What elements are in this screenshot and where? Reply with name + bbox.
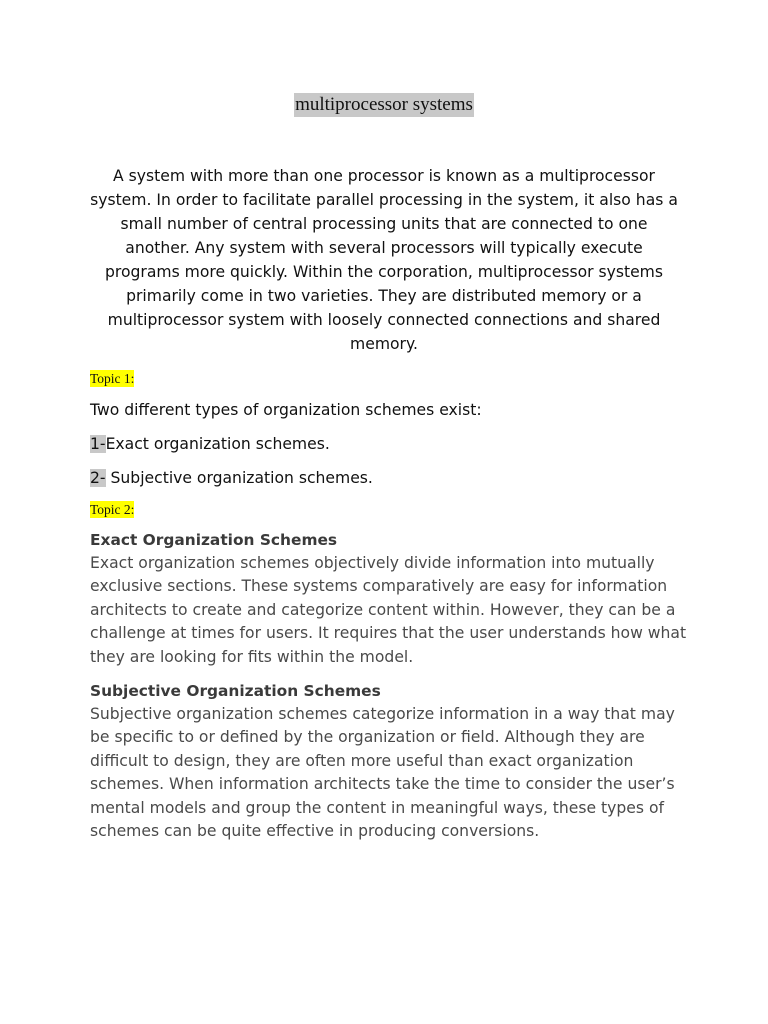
section-heading-exact: Exact Organization Schemes xyxy=(90,531,338,549)
list-item xyxy=(90,467,373,489)
list-item-number: 2- xyxy=(90,469,106,487)
section-heading-subjective: Subjective Organization Schemes xyxy=(90,682,381,700)
section-body-subjective: Subjective organization schemes categorize information in a way that may be specific to or defined by the organization or field. Although they are difficult to design, they are often more useful than exact organization schemes. When information architects take the time to consider the user’s mental models and group the content in meaningful ways, these types of schemes can be quite effective in producing conversions. xyxy=(90,705,675,841)
title-container xyxy=(0,93,768,117)
section-body-exact: Exact organization schemes objectively divide information into mutually exclusive sections. These systems comparatively are easy for information architects to create and categorize content within. However, they can be a challenge at times for users. It requires that the user understands how what they are looking for fits within the model. xyxy=(90,554,687,666)
topic-1-lead: Two different types of organization schemes exist: xyxy=(90,401,482,419)
list-item-number: 1- xyxy=(90,435,106,453)
page-title: multiprocessor systems xyxy=(295,94,473,115)
list-item-text: Subjective organization schemes. xyxy=(105,469,373,487)
topic-2-label: Topic 2: xyxy=(90,502,135,517)
list-item xyxy=(90,433,330,455)
intro-paragraph: A system with more than one processor is known as a multiprocessor system. In order to facilitate parallel processing in the system, it also has a small number of central processing units that are connected to one another. Any system with several processors will typically execute programs more quickly. Within the corporation, multiprocessor systems primarily come in two varieties. They are distributed memory or a multiprocessor system with loosely connected connections and shared memory. xyxy=(90,167,678,353)
topic-1-label: Topic 1: xyxy=(90,371,135,386)
list-item-text: Exact organization schemes. xyxy=(105,435,330,453)
